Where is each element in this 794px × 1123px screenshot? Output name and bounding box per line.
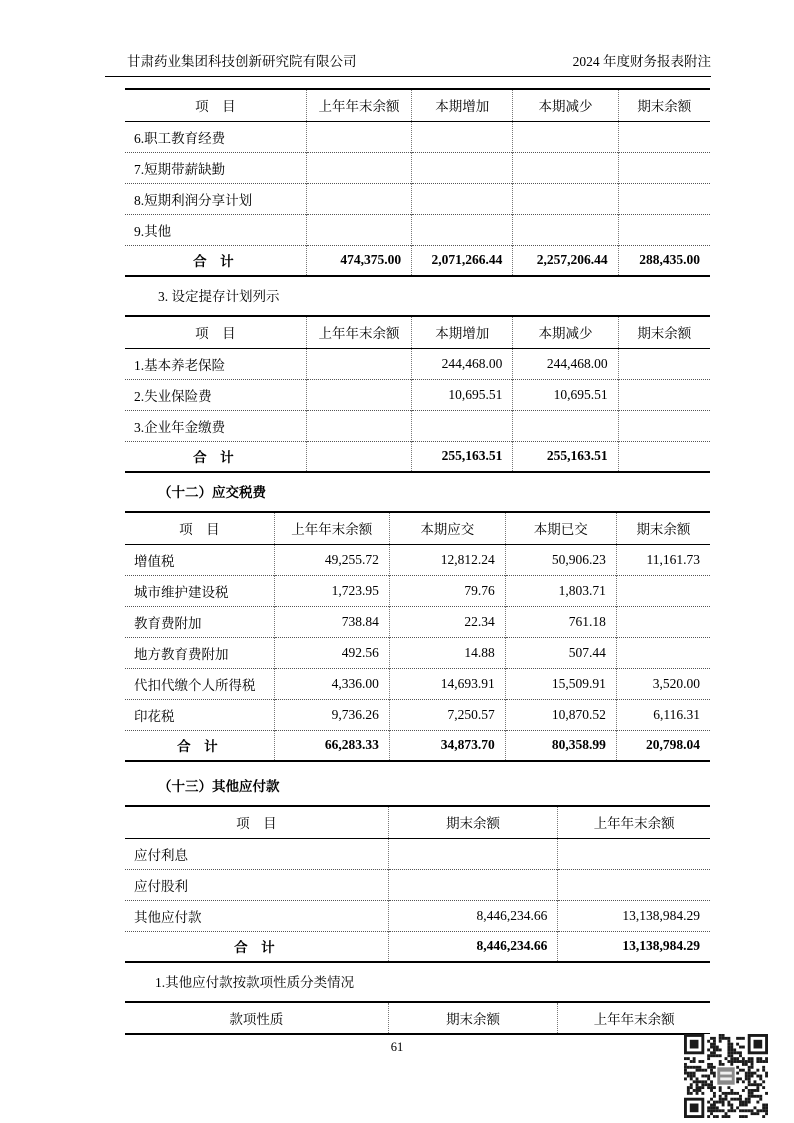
cell-value — [616, 637, 710, 668]
cell-value: 11,161.73 — [616, 544, 710, 575]
cell-value: 14.88 — [389, 637, 505, 668]
cell-value: 14,693.91 — [389, 668, 505, 699]
row-label: 地方教育费附加 — [134, 646, 229, 662]
table-row — [125, 575, 710, 606]
cell-value — [513, 152, 618, 183]
cell-value — [618, 379, 710, 410]
cell-value: 12,812.24 — [389, 544, 505, 575]
cell-value — [618, 121, 710, 152]
cell-value: 50,906.23 — [505, 544, 616, 575]
row-label: 9.其他 — [134, 223, 172, 239]
cell-value — [306, 183, 411, 214]
column-header: 本期增加 — [412, 89, 513, 121]
page-content — [0, 88, 794, 1035]
table-row — [125, 379, 710, 410]
cell-value: 49,255.72 — [274, 544, 389, 575]
column-header: 上年年末余额 — [558, 1002, 710, 1034]
cell-value — [618, 214, 710, 245]
cell-value: 255,163.51 — [412, 441, 513, 472]
row-label: 3.企业年金缴费 — [134, 419, 226, 435]
cell-value: 34,873.70 — [389, 730, 505, 761]
table-row — [125, 183, 710, 214]
column-header: 款项性质 — [229, 1012, 284, 1027]
cell-value — [412, 214, 513, 245]
table-row — [125, 869, 710, 900]
cell-value — [558, 869, 710, 900]
payment-nature-table — [125, 1001, 710, 1035]
cell-value: 13,138,984.29 — [558, 900, 710, 931]
cell-value: 7,250.57 — [389, 699, 505, 730]
cell-value — [616, 606, 710, 637]
cell-value — [306, 379, 411, 410]
cell-value: 22.34 — [389, 606, 505, 637]
column-header: 项 目 — [195, 99, 236, 115]
column-header: 上年年末余额 — [306, 89, 411, 121]
cell-value: 3,520.00 — [616, 668, 710, 699]
table-row — [125, 699, 710, 730]
total-row — [125, 730, 710, 761]
column-header: 本期已交 — [505, 512, 616, 544]
row-label: 合 计 — [193, 254, 234, 270]
total-row — [125, 931, 710, 962]
row-label: 印花税 — [134, 708, 175, 724]
row-label: 6.职工教育经费 — [134, 130, 226, 146]
cell-value: 1,803.71 — [505, 575, 616, 606]
column-header: 期末余额 — [388, 806, 558, 838]
table-row — [125, 606, 710, 637]
cell-value: 20,798.04 — [616, 730, 710, 761]
row-label: 合 计 — [193, 450, 234, 466]
cell-value — [513, 214, 618, 245]
cell-value: 9,736.26 — [274, 699, 389, 730]
cell-value — [618, 183, 710, 214]
cell-value — [513, 183, 618, 214]
cell-value — [618, 410, 710, 441]
cell-value: 507.44 — [505, 637, 616, 668]
table-row — [125, 152, 710, 183]
table-row — [125, 668, 710, 699]
defined-contribution-table — [125, 315, 710, 473]
table-row — [125, 121, 710, 152]
page-number: 61 — [390, 1040, 404, 1054]
cell-value — [306, 348, 411, 379]
cell-value: 13,138,984.29 — [558, 931, 710, 962]
cell-value: 66,283.33 — [274, 730, 389, 761]
row-label: 1.基本养老保险 — [134, 357, 226, 373]
column-header: 本期减少 — [513, 316, 618, 348]
column-header: 期末余额 — [616, 512, 710, 544]
cell-value — [618, 441, 710, 472]
cell-value — [388, 838, 558, 869]
qr-code — [684, 1034, 768, 1118]
column-header: 项 目 — [236, 816, 277, 832]
cell-value: 79.76 — [389, 575, 505, 606]
cell-value — [412, 183, 513, 214]
table-row — [125, 637, 710, 668]
cell-value — [412, 152, 513, 183]
column-header: 上年年末余额 — [558, 806, 710, 838]
cell-value: 761.18 — [505, 606, 616, 637]
row-label: 合 计 — [234, 940, 275, 956]
cell-value — [513, 121, 618, 152]
table-row — [125, 214, 710, 245]
column-header: 上年年末余额 — [306, 316, 411, 348]
cell-value — [412, 121, 513, 152]
column-header: 本期减少 — [513, 89, 618, 121]
cell-value — [558, 838, 710, 869]
table-header-row — [125, 512, 710, 544]
cell-value: 15,509.91 — [505, 668, 616, 699]
table-row — [125, 410, 710, 441]
cell-value: 80,358.99 — [505, 730, 616, 761]
column-header: 本期应交 — [389, 512, 505, 544]
heading-taxes-payable: （十二）应交税费 — [158, 485, 266, 500]
cell-value: 738.84 — [274, 606, 389, 637]
cell-value: 10,695.51 — [513, 379, 618, 410]
cell-value: 255,163.51 — [513, 441, 618, 472]
table-header-row — [125, 806, 710, 838]
cell-value — [306, 152, 411, 183]
cell-value: 474,375.00 — [306, 245, 411, 276]
cell-value: 6,116.31 — [616, 699, 710, 730]
row-label: 8.短期利润分享计划 — [134, 192, 253, 208]
cell-value: 4,336.00 — [274, 668, 389, 699]
row-label: 应付利息 — [134, 847, 188, 863]
column-header: 本期增加 — [412, 316, 513, 348]
table-row — [125, 900, 710, 931]
row-label: 代扣代缴个人所得税 — [134, 677, 256, 693]
employee-benefits-table — [125, 88, 710, 277]
column-header: 期末余额 — [618, 316, 710, 348]
row-label: 教育费附加 — [134, 615, 202, 631]
cell-value — [616, 575, 710, 606]
row-label: 应付股利 — [134, 878, 188, 894]
cell-value — [306, 441, 411, 472]
cell-value — [306, 121, 411, 152]
cell-value: 492.56 — [274, 637, 389, 668]
cell-value: 244,468.00 — [412, 348, 513, 379]
cell-value — [618, 152, 710, 183]
cell-value — [306, 214, 411, 245]
table-row — [125, 838, 710, 869]
cell-value: 244,468.00 — [513, 348, 618, 379]
table-row — [125, 348, 710, 379]
row-label: 7.短期带薪缺勤 — [134, 161, 226, 177]
cell-value: 8,446,234.66 — [388, 900, 558, 931]
row-label: 2.失业保险费 — [134, 388, 212, 404]
table-row — [125, 544, 710, 575]
heading-other-payables: （十三）其他应付款 — [158, 779, 280, 794]
cell-value: 1,723.95 — [274, 575, 389, 606]
taxes-payable-table — [125, 511, 710, 762]
total-row — [125, 245, 710, 276]
table-header-row — [125, 316, 710, 348]
cell-value: 10,695.51 — [412, 379, 513, 410]
row-label: 合 计 — [177, 739, 218, 755]
row-label: 增值税 — [134, 553, 175, 569]
column-header: 期末余额 — [388, 1002, 558, 1034]
cell-value: 2,257,206.44 — [513, 245, 618, 276]
column-header: 期末余额 — [618, 89, 710, 121]
cell-value — [513, 410, 618, 441]
cell-value — [618, 348, 710, 379]
heading-defined-contribution-plan: 3. 设定提存计划列示 — [158, 289, 280, 304]
row-label: 其他应付款 — [134, 909, 202, 925]
cell-value: 2,071,266.44 — [412, 245, 513, 276]
table-header-row — [125, 1002, 710, 1034]
document-header — [105, 50, 711, 77]
cell-value — [306, 410, 411, 441]
cell-value: 288,435.00 — [618, 245, 710, 276]
cell-value: 8,446,234.66 — [388, 931, 558, 962]
cell-value — [388, 869, 558, 900]
column-header: 上年年末余额 — [274, 512, 389, 544]
cell-value: 10,870.52 — [505, 699, 616, 730]
cell-value — [412, 410, 513, 441]
row-label: 城市维护建设税 — [134, 584, 229, 600]
total-row — [125, 441, 710, 472]
table-header-row — [125, 89, 710, 121]
company-name: 甘肃药业集团科技创新研究院有限公司 — [127, 54, 357, 69]
heading-nature-classification: 1.其他应付款按款项性质分类情况 — [155, 975, 355, 990]
report-title: 2024 年度财务报表附注 — [572, 54, 711, 69]
column-header: 项 目 — [179, 522, 220, 538]
other-payables-table — [125, 805, 710, 963]
column-header: 项 目 — [195, 326, 236, 342]
